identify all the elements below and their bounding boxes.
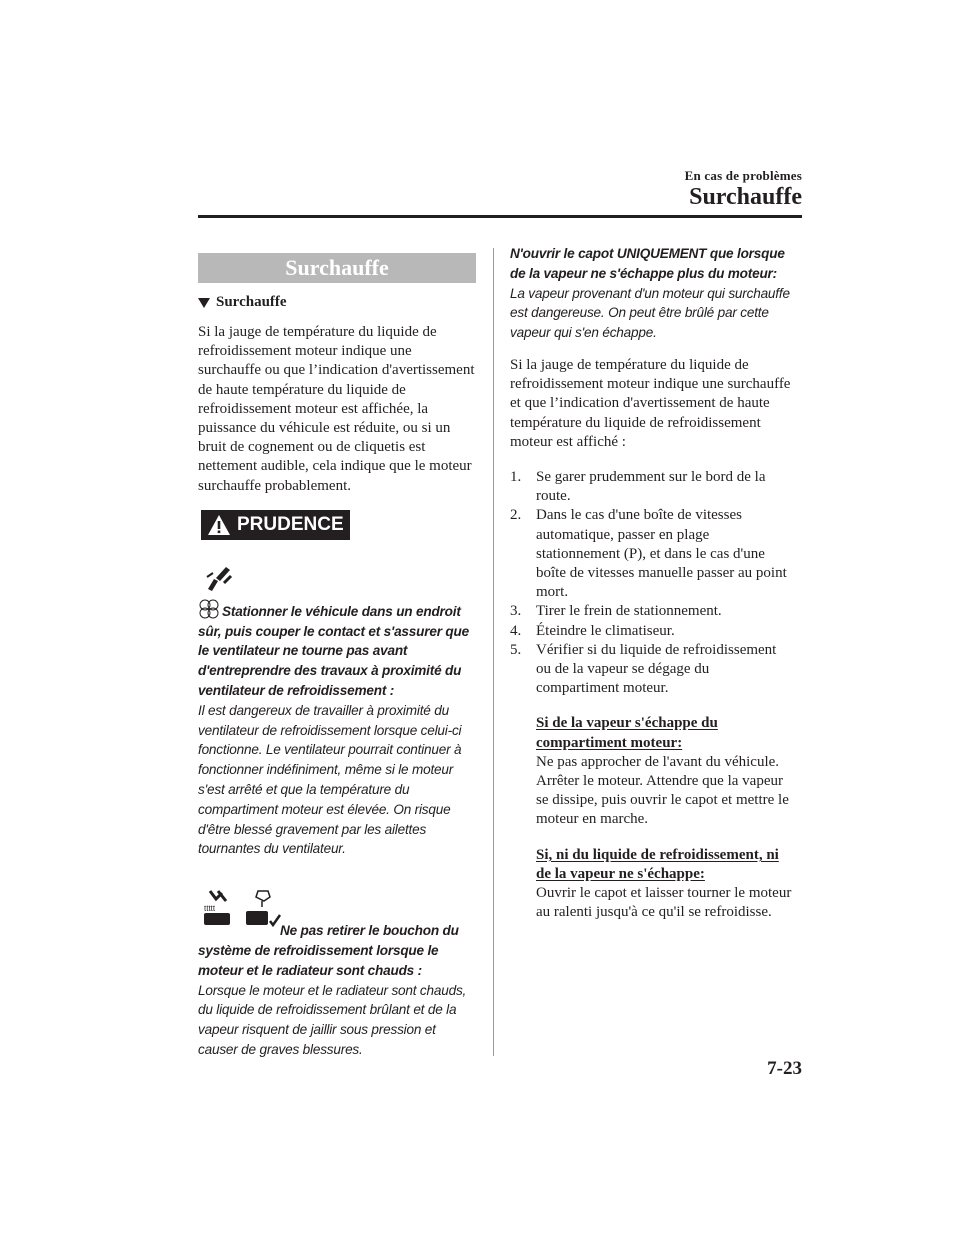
no-steam-case-title: Si, ni du liquide de refroidissement, ni de la vapeur ne s'échappe: — [536, 846, 779, 882]
triangle-bullet-icon — [198, 298, 210, 308]
steam-warning-heading: N'ouvrir le capot UNIQUEMENT que lorsque de la vapeur ne s'échappe plus du moteur: — [510, 246, 785, 281]
radiator-warning-heading: Ne pas retirer le bouchon du système de refroidissement lorsque le moteur et le radiateur sont chauds : — [198, 923, 459, 978]
caution-text: PRUDENCE — [237, 513, 344, 535]
warning-triangle-icon — [207, 514, 231, 536]
column-divider — [493, 248, 494, 1056]
no-steam-case-text: Ouvrir le capot et laisser tourner le moteur au ralenti jusqu'à ce qu'il se refroidisse. — [536, 885, 792, 921]
caution-label — [201, 510, 350, 540]
page-number: 7-23 — [767, 1058, 802, 1079]
fan-icon — [198, 599, 220, 619]
procedure-steps — [510, 468, 792, 698]
header-rule — [198, 215, 802, 218]
header-title: Surchauffe — [689, 184, 802, 210]
steam-case-text: Ne pas approcher de l'avant du véhicule. Arrêter le moteur. Attendre que la vapeur se dissipe, puis ouvrir le capot et mettre le moteur en marche. — [536, 753, 789, 828]
coolant-cap-icon — [244, 889, 284, 927]
svg-text:ttttt: ttttt — [204, 904, 216, 914]
no-steam-case — [536, 846, 792, 923]
right-column — [510, 244, 792, 922]
steam-warning — [510, 244, 792, 343]
fan-warning-text: Il est dangereux de travailler à proximité du ventilateur de refroidissement lorsque celui-ci fonctionne. Le ventilateur pourrait continuer à fonctionner indéfiniment, même si le moteur s'est arrêté et que la température du compartiment moteur est élevée. On risque d'être blessé gravement par les ailettes tournantes du ventilateur. — [198, 702, 462, 857]
step-item: 5. Vérifier si du liquide de refroidissement ou de la vapeur se dégage du compartiment moteur. — [510, 641, 777, 697]
step-item: 2. Dans le cas d'une boîte de vitesses automatique, passer en plage stationnement (P), et dans le cas d'une boîte de vitesses manuelle passer au point mort. — [510, 507, 787, 601]
steam-case — [536, 714, 792, 829]
section-banner: Surchauffe — [198, 253, 476, 283]
step-item: 1. Se garer prudemment sur le bord de la route. — [510, 469, 766, 505]
subheading — [198, 294, 476, 311]
subheading-text: Surchauffe — [216, 294, 287, 310]
hand-tool-icon — [204, 563, 234, 593]
fan-warning-heading: Stationner le véhicule dans un endroit sûr, puis couper le contact et s'assurer que le ventilateur ne tourne pas avant d'entreprendre des travaux à proximité du ventilateur de refroidissement : — [198, 603, 469, 699]
intro-paragraph: Si la jauge de température du liquide de refroidissement moteur indique une surchauffe ou que l’indication d'avertissement de haute température du liquide de refroidissement moteur est affichée, la puissance du véhicule est réduite, ou si un bruit de cognement ou de cliquetis est nettement audible, cela indique que le moteur surchauffe probablement. — [198, 324, 475, 494]
step-item: 4. Éteindre le climatiseur. — [510, 622, 675, 639]
hot-radiator-icon — [202, 889, 236, 927]
radiator-warning-text: Lorsque le moteur et le radiateur sont chauds, du liquide de refroidissement brûlant et de la vapeur risquent de jaillir sous pression et causer de graves blessures. — [198, 982, 467, 1057]
steam-warning-text: La vapeur provenant d'un moteur qui surchauffe est dangereuse. On peut être brûlé par cette vapeur qui s'en échappe. — [510, 285, 790, 341]
radiator-warning — [198, 889, 476, 1060]
left-column — [198, 253, 476, 1060]
fan-warning — [198, 599, 476, 859]
procedure-intro: Si la jauge de température du liquide de refroidissement moteur indique une surchauffe et que l’indication d'avertissement de haute température du liquide de refroidissement moteur est affiché : — [510, 356, 791, 450]
radiator-warning-icons — [198, 889, 476, 927]
header-section: En cas de problèmes — [684, 168, 802, 183]
step-item: 3. Tirer le frein de stationnement. — [510, 603, 722, 620]
steam-case-title: Si de la vapeur s'échappe du compartiment moteur: — [536, 715, 718, 751]
fan-warning-icons — [198, 563, 476, 599]
